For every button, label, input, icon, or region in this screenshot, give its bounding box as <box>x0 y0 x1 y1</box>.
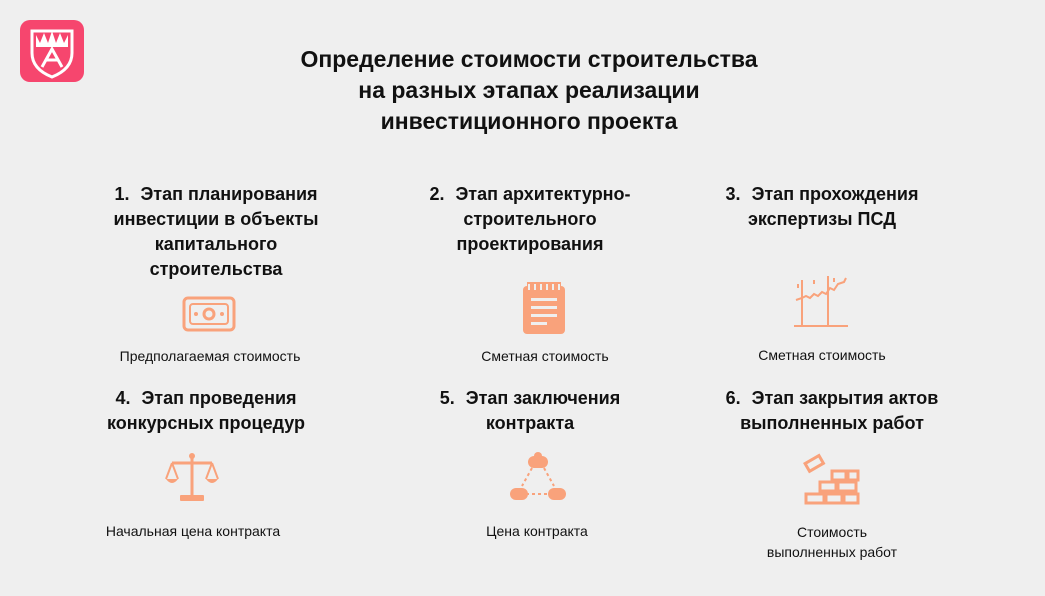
stage-heading-line: Этап закрытия актов <box>751 388 939 408</box>
stage-6-caption <box>732 522 932 562</box>
stage-number: 6. <box>725 388 741 408</box>
stage-heading-line: Этап планирования <box>140 184 318 204</box>
stage-heading-line: строительного <box>463 209 597 229</box>
bricks-icon <box>802 451 862 505</box>
caption-line: Цена контракта <box>486 523 588 539</box>
network-icon <box>508 452 568 502</box>
caption-line: Предполагаемая стоимость <box>119 348 301 364</box>
stage-heading-line: проектирования <box>456 234 604 254</box>
shield-crest-icon <box>24 23 80 79</box>
stage-number: 2. <box>429 184 445 204</box>
stage-number: 5. <box>439 388 455 408</box>
stage-heading-line: Этап заключения <box>465 388 621 408</box>
caption-line: Начальная цена контракта <box>105 523 281 539</box>
stage-1-heading <box>86 182 346 282</box>
stage-heading-line: строительства <box>149 259 283 279</box>
stage-4-heading <box>86 386 326 436</box>
stage-heading-line: Этап проведения <box>141 388 297 408</box>
stage-heading-line: выполненных работ <box>740 413 924 433</box>
stage-heading-line: капитального <box>154 234 278 254</box>
caption-line: Сметная стоимость <box>481 348 609 364</box>
title-line: на разных этапах реализации <box>358 77 700 103</box>
stage-2-heading <box>415 182 645 257</box>
stage-3-heading <box>712 182 932 232</box>
line-chart-icon <box>792 274 850 330</box>
stage-5-caption <box>437 521 637 541</box>
title-line: Определение стоимости строительства <box>300 46 758 72</box>
caption-line: Стоимость <box>796 524 868 540</box>
stage-5-heading <box>425 386 635 436</box>
stage-4-caption <box>86 521 300 541</box>
stage-number: 1. <box>114 184 130 204</box>
stage-3-caption <box>722 345 922 365</box>
scales-icon <box>164 451 220 503</box>
page-title <box>228 44 830 137</box>
stage-6-heading <box>712 386 952 436</box>
stage-heading-line: Этап архитектурно- <box>455 184 631 204</box>
stage-number: 4. <box>115 388 131 408</box>
stage-heading-line: конкурсных процедур <box>106 413 306 433</box>
document-icon <box>521 282 567 336</box>
banknote-icon <box>182 296 236 332</box>
stage-heading-line: инвестиции в объекты <box>113 209 319 229</box>
stage-heading-line: экспертизы ПСД <box>747 209 897 229</box>
logo <box>20 20 84 82</box>
stage-heading-line: Этап прохождения <box>751 184 919 204</box>
caption-line: Сметная стоимость <box>758 347 886 363</box>
title-line: инвестиционного проекта <box>380 108 678 134</box>
stage-2-caption <box>445 346 645 366</box>
stage-number: 3. <box>725 184 741 204</box>
stage-1-caption <box>86 346 334 366</box>
stage-heading-line: контракта <box>485 413 575 433</box>
caption-line: выполненных работ <box>766 544 898 560</box>
